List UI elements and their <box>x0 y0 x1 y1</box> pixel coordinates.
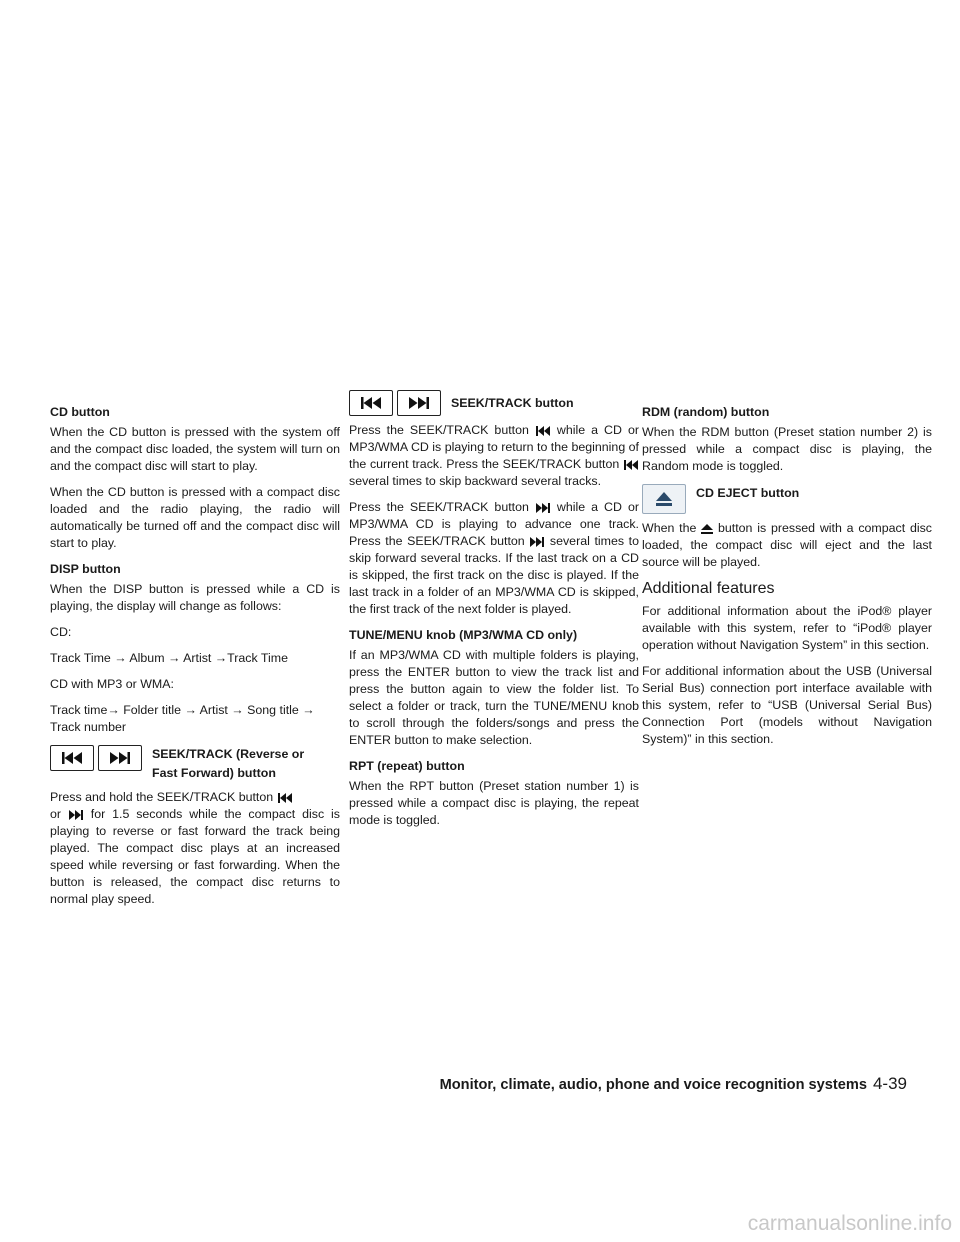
cd-label: CD: <box>50 625 72 639</box>
seek-back-text-c: several times to skip backward several tracks. <box>349 474 602 488</box>
page-footer <box>440 1074 907 1094</box>
seek-heading-line-1: SEEK/TRACK (Reverse or <box>152 747 305 761</box>
column-1 <box>50 404 340 917</box>
seek-reverse-forward-heading <box>152 745 304 783</box>
cd-paragraph-2: When the CD button is pressed with a compact disc loaded and the radio playing, the radio will automatically be turned off and the compact disc will start to play. <box>50 485 340 550</box>
seek-track-heading-row <box>349 390 639 416</box>
ipod-paragraph: For additional information about the iPod® player available with this system, refer to “iPod® player operation without Navigation System” in this section. <box>642 604 932 652</box>
seek-reverse-forward-paragraph <box>50 789 340 908</box>
page-number: 4-39 <box>872 1074 907 1093</box>
seek-text-b: or <box>50 807 62 821</box>
chapter-title: Monitor, climate, audio, phone and voice recognition systems <box>439 1077 867 1093</box>
seek-track-buttons-illustration <box>50 745 142 771</box>
skip-back-icon <box>277 793 293 803</box>
seek-forward-text-c: several times to skip forward several tracks. If the last track on a CD is skipped, the first track on the disc is played. If the last track in a folder of an MP3/WMA CD is skipped, the first track of the next folder is played. <box>349 534 639 616</box>
seek-forward-button <box>98 745 142 771</box>
cd-button-heading: CD button <box>50 405 110 419</box>
mp3-display-sequence: Track time→ Folder title → Artist → Song title → Track number <box>50 703 315 734</box>
additional-features-heading: Additional features <box>642 580 775 597</box>
seek-text-a: Press and hold the SEEK/TRACK button <box>50 790 274 804</box>
disp-paragraph: When the DISP button is pressed while a CD is playing, the display will change as follows: <box>50 582 340 613</box>
eject-heading-row <box>642 484 932 514</box>
seek-back-button <box>50 745 94 771</box>
skip-forward-icon <box>535 503 551 513</box>
cd-paragraph-1: When the CD button is pressed with the system off and the compact disc loaded, the system will turn on and the compact disc will start to play. <box>50 425 340 473</box>
seek-forward-paragraph <box>349 499 639 618</box>
eject-heading: CD EJECT button <box>696 486 800 500</box>
skip-forward-icon <box>408 397 430 409</box>
skip-back-icon <box>535 426 551 436</box>
seek-heading-line-2: Fast Forward) button <box>152 766 276 780</box>
seek-forward-text-b: while a CD or MP3/WMA CD is playing to advance one track. Press the SEEK/TRACK button <box>349 500 639 548</box>
eject-icon <box>701 524 713 534</box>
seek-text-c: for 1.5 seconds while the compact disc is playing to reverse or fast forward the track being played. The compact disc plays at an increased speed while reversing or fast forwarding. When the button is released, the compact disc returns to normal play speed. <box>50 807 340 906</box>
rdm-paragraph: When the RDM button (Preset station number 2) is pressed while a compact disc is playing, the Random mode is toggled. <box>642 425 932 473</box>
disp-button-heading: DISP button <box>50 562 121 576</box>
skip-back-icon <box>61 752 83 764</box>
seek-forward-button <box>397 390 441 416</box>
rpt-paragraph: When the RPT button (Preset station number 1) is pressed while a compact disc is playing, the repeat mode is toggled. <box>349 779 639 827</box>
skip-back-icon <box>623 460 639 470</box>
tune-menu-heading: TUNE/MENU knob (MP3/WMA CD only) <box>349 628 578 642</box>
skip-forward-icon <box>68 810 84 820</box>
seek-back-paragraph <box>349 422 639 490</box>
seek-track-buttons-illustration <box>349 390 441 416</box>
seek-back-button <box>349 390 393 416</box>
skip-forward-icon <box>529 537 545 547</box>
eject-button <box>642 484 686 514</box>
usb-paragraph: For additional information about the USB (Universal Serial Bus) connection port interface available with this system, refer to “USB (Universal Serial Bus) Connection Port (models without Navigation System)” in this section. <box>642 664 932 746</box>
eject-text-b: button is pressed with a compact disc loaded, the compact disc will eject and the last source will be played. <box>642 521 932 569</box>
seek-forward-text-a: Press the SEEK/TRACK button <box>349 500 529 514</box>
mp3-label: CD with MP3 or WMA: <box>50 677 174 691</box>
column-3 <box>642 404 932 757</box>
rpt-button-heading: RPT (repeat) button <box>349 759 465 773</box>
seek-track-heading: SEEK/TRACK button <box>451 396 574 410</box>
tune-menu-paragraph: If an MP3/WMA CD with multiple folders is playing, press the ENTER button to view the track list and press the button again to view the folder list. To select a folder or track, turn the TUNE/MENU knob to scroll through the folders/songs and press the ENTER button to make selection. <box>349 648 639 747</box>
skip-forward-icon <box>109 752 131 764</box>
eject-paragraph <box>642 520 932 571</box>
eject-button-illustration <box>642 484 686 514</box>
eject-text-a: When the <box>642 521 697 535</box>
cd-display-sequence: Track Time → Album → Artist →Track Time <box>50 651 288 665</box>
eject-icon <box>656 492 672 506</box>
seek-back-text-b: while a CD or MP3/WMA CD is playing to return to the beginning of the current track. Press the SEEK/TRACK button <box>349 423 639 471</box>
seek-back-text-a: Press the SEEK/TRACK button <box>349 423 529 437</box>
rdm-button-heading: RDM (random) button <box>642 405 770 419</box>
column-2 <box>349 396 639 838</box>
watermark: carmanualsonline.info <box>747 1212 952 1235</box>
skip-back-icon <box>360 397 382 409</box>
seek-reverse-forward-heading-row <box>50 745 340 783</box>
